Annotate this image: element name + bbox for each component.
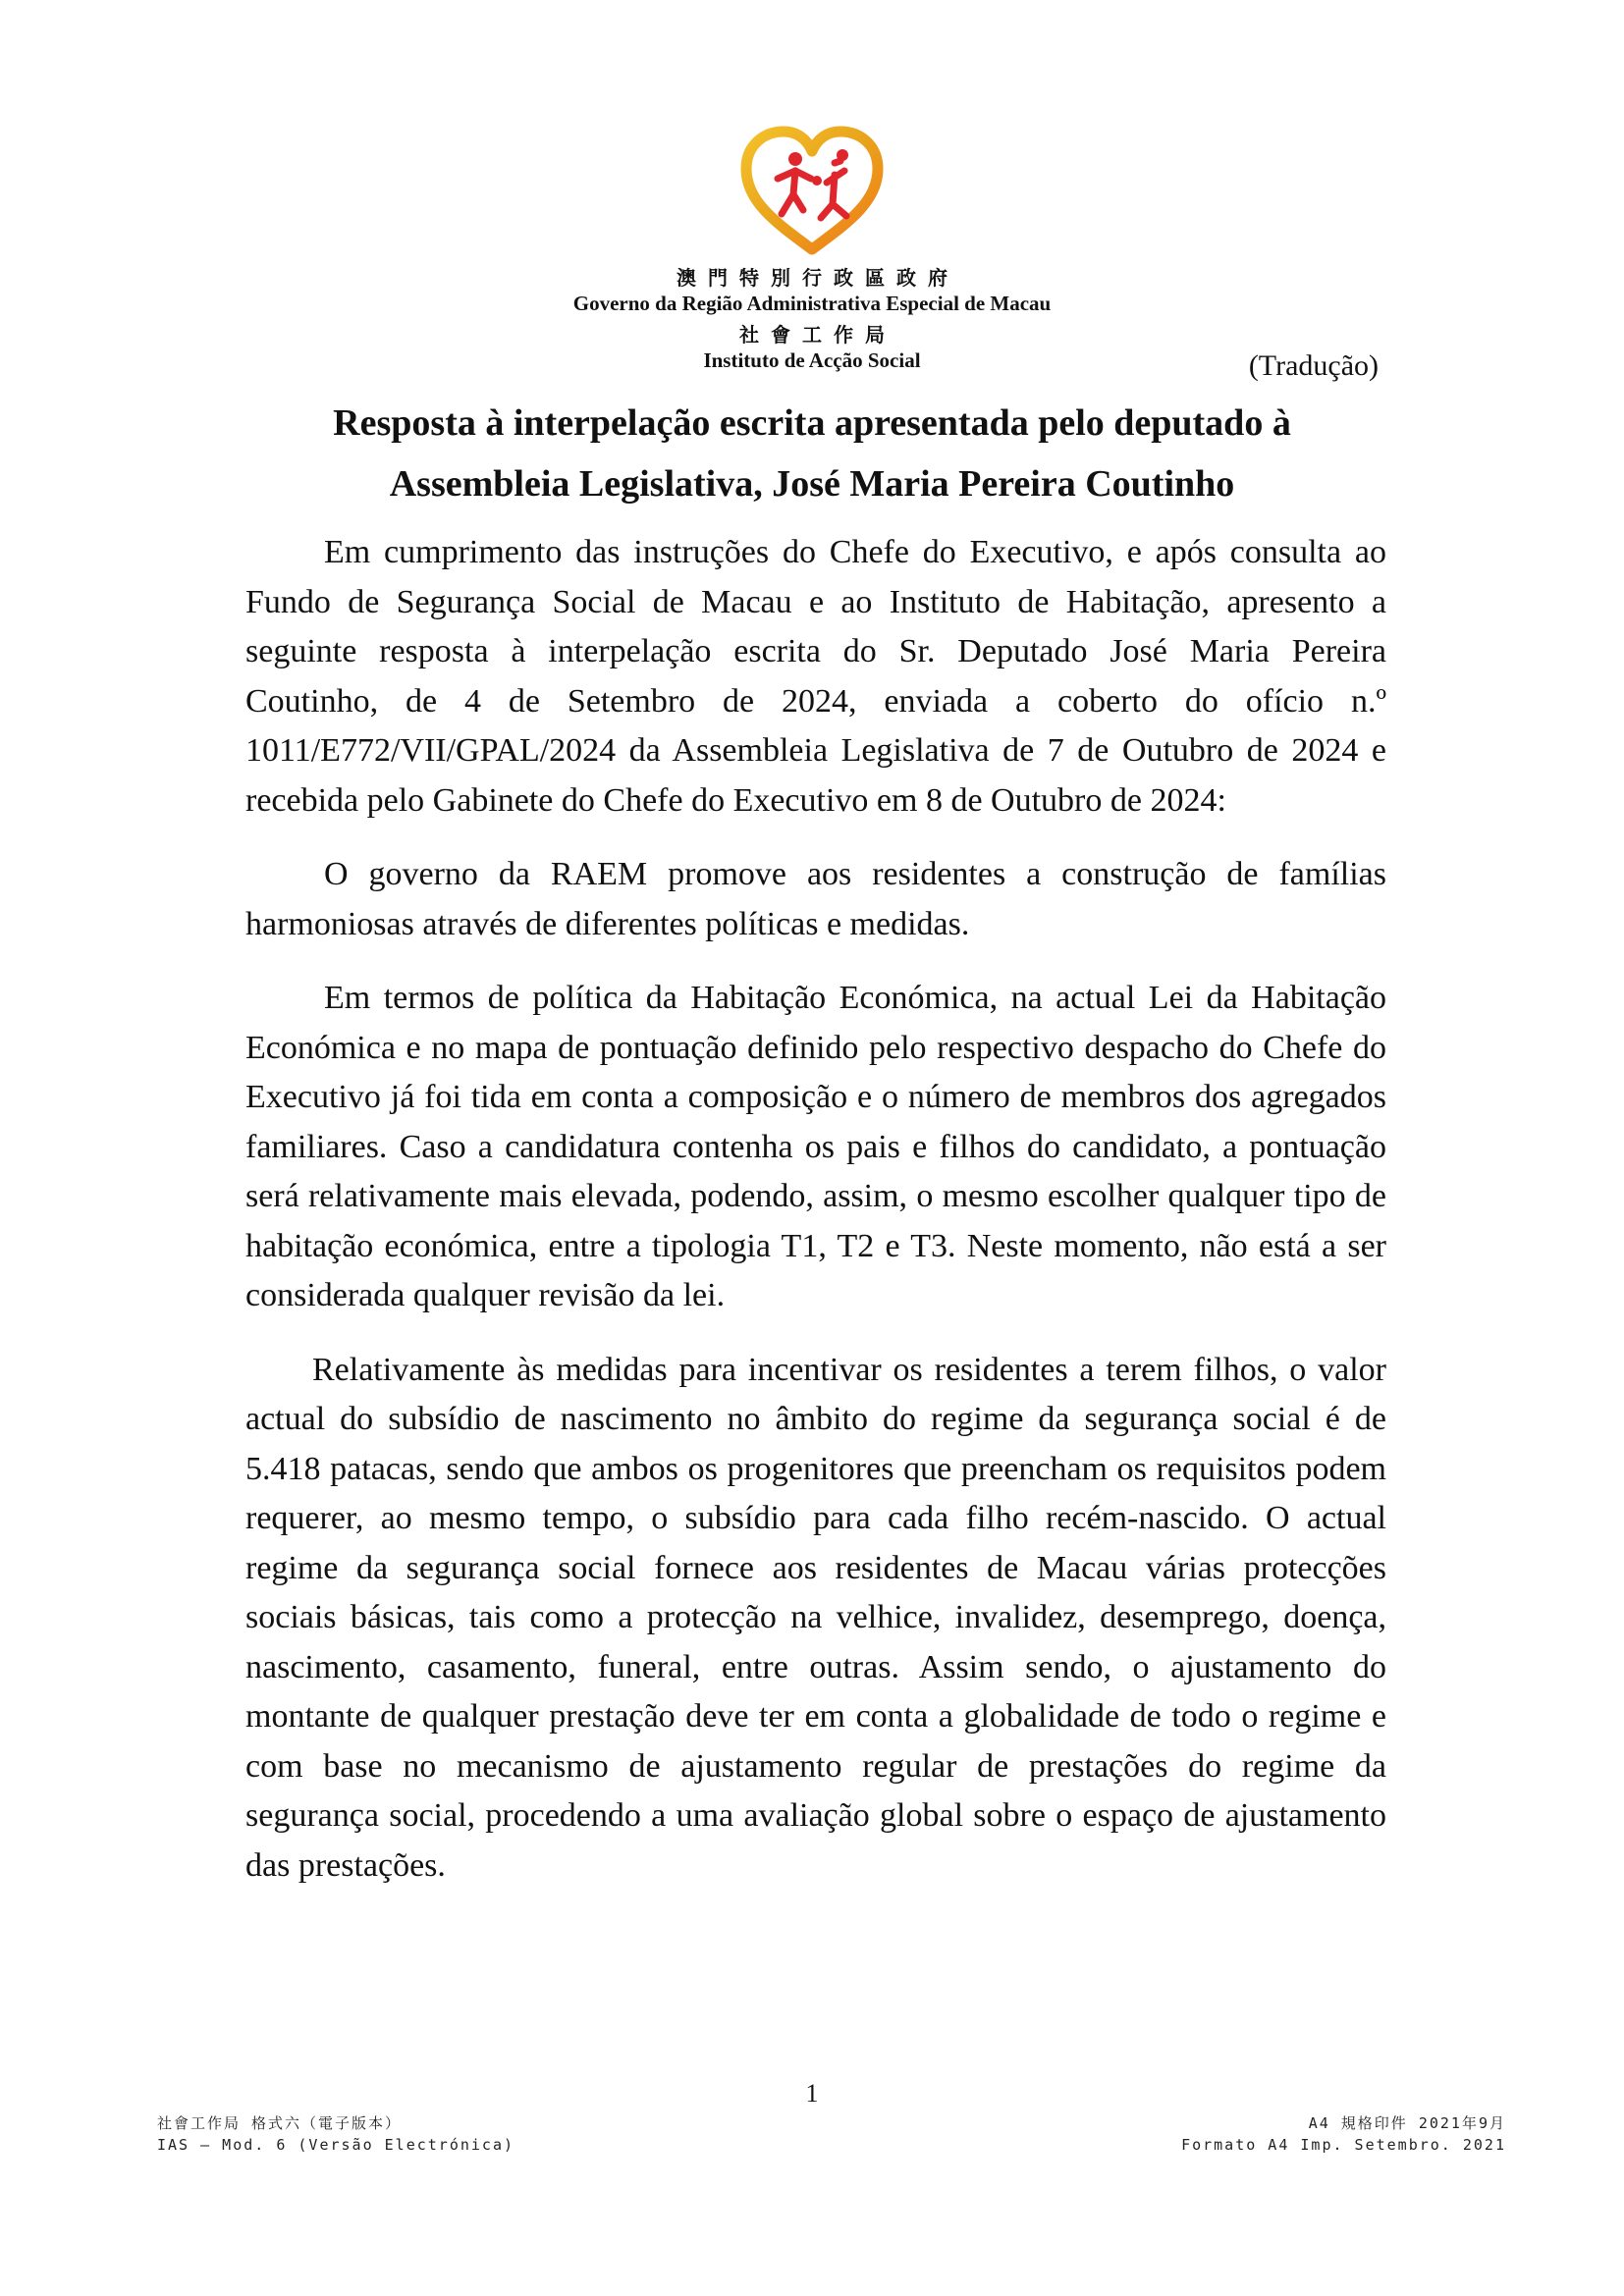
footer-form-id (157, 2112, 514, 2156)
footer-right-line-2: Formato A4 Imp. Setembro. 2021 (1181, 2136, 1506, 2154)
footer-left-line-1: 社會工作局 格式六（電子版本） (157, 2114, 403, 2132)
title-line-1: Resposta à interpelação escrita apresentada pelo deputado à (333, 402, 1291, 444)
footer-right-line-1: A4 規格印件 2021年9月 (1308, 2114, 1506, 2132)
ias-heart-logo-icon (738, 126, 886, 255)
dept-name-chinese: 社會工作局 (739, 323, 896, 347)
translation-note: (Tradução) (1248, 349, 1379, 382)
org-name-chinese: 澳門特別行政區政府 (677, 266, 959, 290)
page-number: 1 (805, 2079, 819, 2108)
footer-left-line-2: IAS – Mod. 6 (Versão Electrónica) (157, 2136, 515, 2154)
dept-name-portuguese: Instituto de Acção Social (703, 348, 921, 372)
document-body (245, 528, 1386, 1915)
document-title (196, 393, 1428, 514)
paragraph-intro: Em cumprimento das instruções do Chefe do Executivo, e após consulta ao Fundo de Segurança Social de Macau e ao Instituto de Habitação, apresento a seguinte resposta à interpelação escrita do Sr. Deputado José Maria Pereira Coutinho, de 4 de Setembro de 2024, enviada a coberto do ofício n.º 1011/E772/VII/GPAL/2024 da Assembleia Legislativa de 7 de Outubro de 2024 e recebida pelo Gabinete do Chefe do Executivo em 8 de Outubro de 2024: (245, 534, 1386, 819)
paragraph-housing: Em termos de política da Habitação Económica, na actual Lei da Habitação Económica e no mapa de pontuação definido pelo respectivo despacho do Chefe do Executivo já foi tida em conta a composição e o número de membros dos agregados familiares. Caso a candidatura contenha os pais e filhos do candidato, a pontuação será relativamente mais elevada, podendo, assim, o mesmo escolher qualquer tipo de habitação económica, entre a tipologia T1, T2 e T3. Neste momento, não está a ser considerada qualquer revisão da lei. (245, 980, 1386, 1313)
letterhead (0, 126, 1624, 373)
footer-print-format (1181, 2112, 1506, 2156)
paragraph-family-policy: O governo da RAEM promove aos residentes a construção de famílias harmoniosas através de diferentes políticas e medidas. (245, 856, 1386, 942)
paragraph-birth-subsidy: Relativamente às medidas para incentivar os residentes a terem filhos, o valor actual do subsídio de nascimento no âmbito do regime da segurança social é de 5.418 patacas, sendo que ambos os progenitores que preencham os requisitos podem requerer, ao mesmo tempo, o subsídio para cada filho recém-nascido. O actual regime da segurança social fornece aos residentes de Macau várias protecções sociais básicas, tais como a protecção na velhice, invalidez, desemprego, doença, nascimento, casamento, funeral, entre outras. Assim sendo, o ajustamento do montante de qualquer prestação deve ter em conta a globalidade de todo o regime e com base no mecanismo de ajustamento regular de prestações do regime da segurança social, procedendo a uma avaliação global sobre o espaço de ajustamento das prestações. (245, 1351, 1386, 1884)
org-name-portuguese: Governo da Região Administrativa Especial de Macau (572, 292, 1052, 315)
title-line-2: Assembleia Legislativa, José Maria Pereira Coutinho (389, 463, 1235, 505)
